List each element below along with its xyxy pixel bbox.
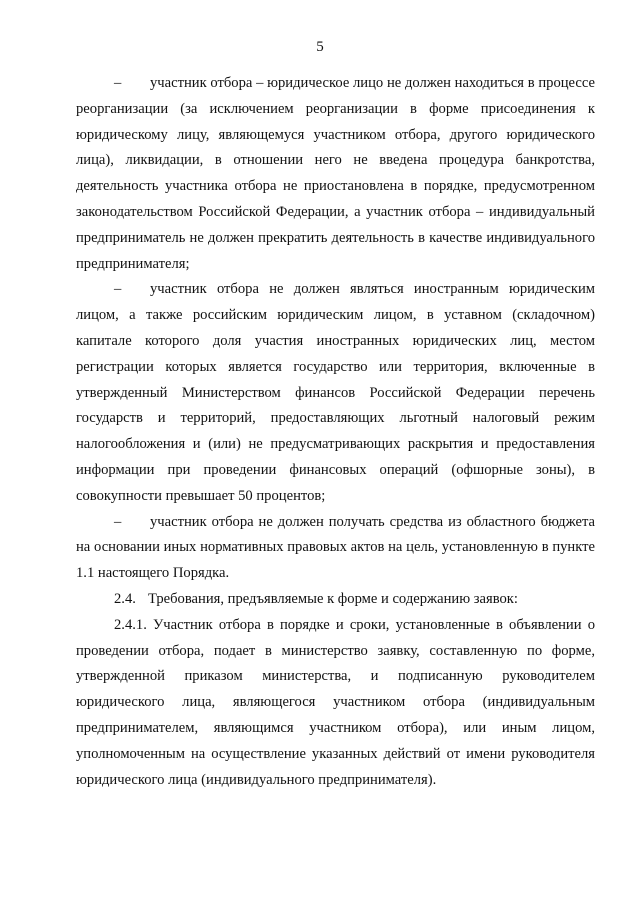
page-number: 5	[316, 39, 324, 55]
bullet-paragraph-budget-funds	[76, 510, 595, 587]
bullet-dash: –	[114, 513, 122, 530]
clause-paragraph	[76, 613, 595, 794]
bullet-dash: –	[114, 281, 122, 298]
section-number: 2.4.	[114, 590, 136, 607]
bullet-dash: –	[114, 75, 122, 91]
section-title: Требования, предъявляемые к форме и содержанию заявок:	[148, 590, 518, 607]
bullet-text: участник отбора не должен являться иностранным юридическим лицом, а также российским юридическим лицом, в уставном (складочном) капитале которого доля участия иностранных юридических лиц, местом регистрации которых является государство или территория, включенные в утвержденный Министерством финансов Российской Федерации перечень государств и территорий, предоставляющих льготный налоговый режим налогообложения и (или) не предусматривающих раскрытия и предоставления информации при проведении финансовых операций (офшорные зоны), в совокупности превышает 50 процентов;	[76, 281, 595, 504]
clause-text: 2.4.1. Участник отбора в порядке и сроки, установленные в объявлении о проведении отбора, подает в министерство заявку, составленную по форме, утвержденной приказом министерства, и подписанную руководителем юридического лица, являющегося участником отбора (индивидуальным предпринимателем, являющимся участником отбора), или иным лицом, уполномоченным на осуществление указанных действий от имени руководителя юридического лица (индивидуального предпринимателя).	[76, 616, 595, 788]
section-heading	[76, 587, 595, 613]
bullet-text: участник отбора – юридическое лицо не должен находиться в процессе реорганизации (за исключением реорганизации в форме присоединения к юридическому лицу, являющемуся участником отбора, другого юридического лица), ликвидации, в отношении него не введена процедура банкротства, деятельность участника отбора не приостановлена в порядке, предусмотренном законодательством Российской Федерации, а участник отбора – индивидуальный предприниматель не должен прекратить деятельность в качестве индивидуального предпринимателя;	[76, 75, 595, 272]
bullet-text: участник отбора не должен получать средства из областного бюджета на основании иных нормативных правовых актов на цель, установленную в пункте 1.1 настоящего Порядка.	[76, 513, 595, 582]
document-body	[76, 71, 595, 793]
bullet-paragraph-reorganization	[76, 71, 595, 277]
bullet-paragraph-foreign-entity	[76, 277, 595, 509]
